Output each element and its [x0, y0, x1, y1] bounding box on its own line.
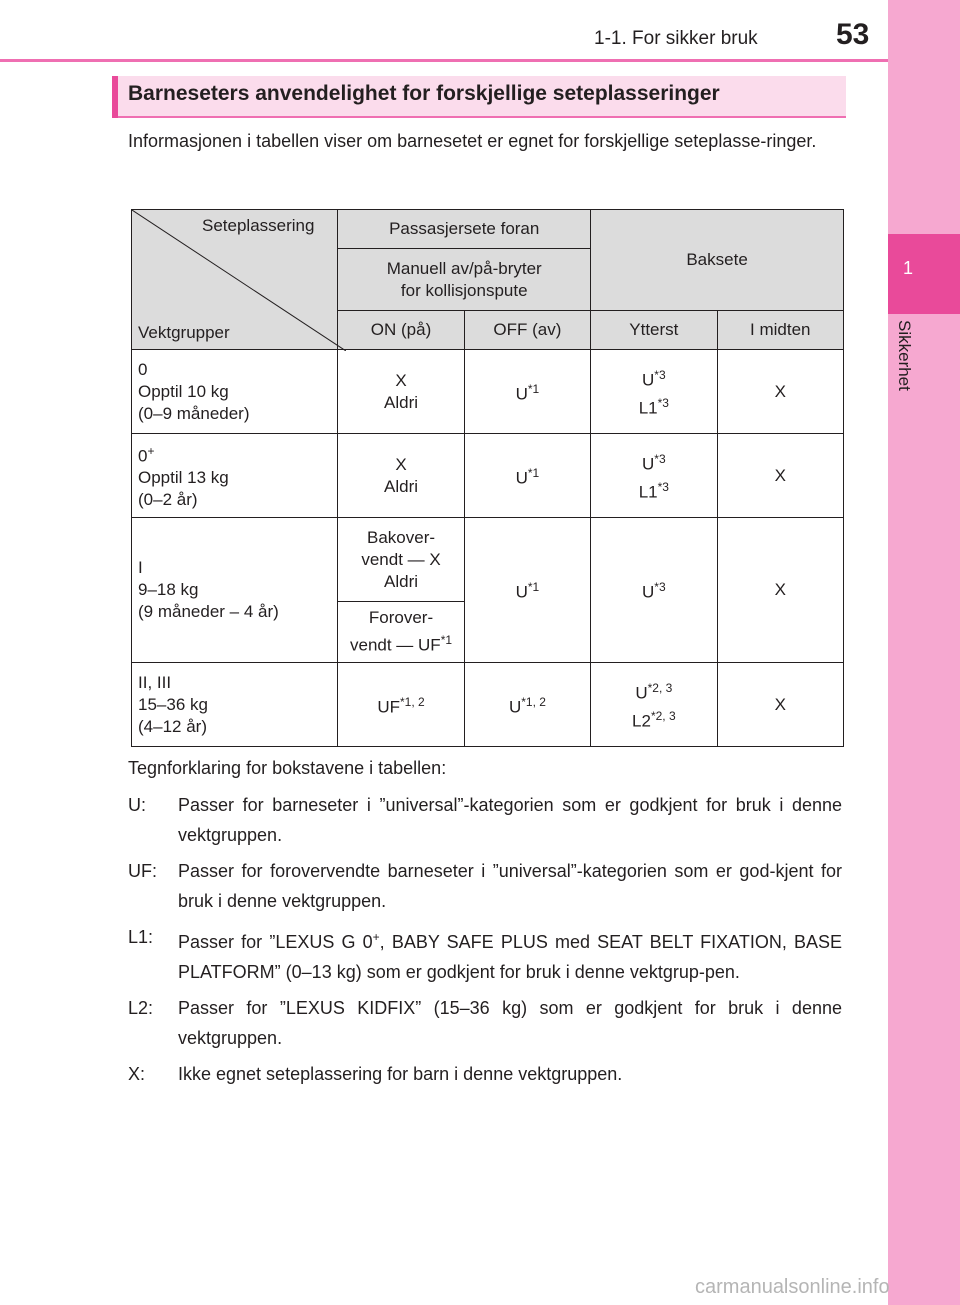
group-name: 0 — [138, 446, 148, 466]
col-middle: I midten — [717, 311, 843, 350]
weight-group-cell — [132, 434, 338, 518]
table-row — [132, 663, 844, 747]
group-weight: 9–18 kg — [138, 580, 199, 599]
cell-value: U — [642, 370, 655, 390]
list-item — [128, 922, 842, 987]
table-corner-cell — [132, 210, 338, 350]
list-item — [128, 1059, 842, 1089]
cell-text: vendt — UF — [349, 635, 441, 655]
legend-key: UF: — [128, 861, 157, 881]
col-on: ON (på) — [338, 311, 464, 350]
legend-text-part: , BABY SAFE PLUS med SEAT BELT FIXATION, BASE PLATFORM” (0–13 kg) som er godkjent for bruk i denne vektgrup-pen. — [178, 932, 842, 982]
cell-value: U — [515, 384, 528, 404]
weight-group-cell — [132, 663, 338, 747]
legend-text: Passer for barneseter i ”universal”-kategorien som er godkjent for bruk i denne vektgruppen. — [178, 795, 842, 845]
group-age: (4–12 år) — [138, 716, 207, 736]
cell-value: UF — [377, 697, 400, 717]
table-row — [132, 434, 844, 518]
corner-weight-label: Vektgrupper — [138, 323, 230, 342]
chapter-side-band — [888, 0, 960, 1305]
group-weight: Opptil 10 kg — [138, 381, 229, 401]
cell-outer — [591, 434, 717, 518]
cell-value: U — [508, 697, 522, 717]
cell-on-forward — [338, 602, 464, 663]
legend-key: L1: — [128, 927, 154, 947]
footnote-ref: *3 — [654, 367, 666, 382]
footnote-ref: *2, 3 — [650, 708, 676, 723]
cell-value: X — [395, 370, 407, 390]
cell-value: L1 — [638, 482, 658, 502]
cell-value: U — [635, 683, 648, 703]
cell-note: Aldri — [384, 476, 419, 496]
front-seat-header: Passasjersete foran — [338, 210, 591, 249]
watermark: carmanualsonline.info — [695, 1276, 890, 1298]
table-row — [132, 518, 844, 602]
cell-off — [464, 663, 590, 747]
cell-off — [464, 350, 590, 434]
footnote-ref: *2, 3 — [647, 680, 673, 695]
cell-on — [338, 350, 464, 434]
cell-value: U — [515, 468, 528, 488]
rear-seat-header: Baksete — [591, 210, 844, 311]
footnote-ref: *1 — [527, 465, 540, 480]
legend-text-sup: + — [372, 930, 380, 944]
col-outer: Ytterst — [591, 311, 717, 350]
page-number: 53 — [836, 18, 870, 51]
chapter-number: 1 — [902, 258, 913, 278]
cell-on — [338, 434, 464, 518]
cell-value: X — [395, 454, 407, 474]
group-age: (0–9 måneder) — [138, 403, 250, 423]
cell-note: Aldri — [384, 392, 419, 412]
legend-key: L2: — [128, 998, 154, 1018]
weight-group-cell — [132, 518, 338, 663]
footnote-ref: *3 — [657, 479, 669, 494]
cell-middle: X — [717, 434, 843, 518]
col-off: OFF (av) — [464, 311, 590, 350]
group-name: I — [138, 558, 143, 577]
group-age: (9 måneder – 4 år) — [138, 602, 279, 621]
weight-group-cell — [132, 350, 338, 434]
cell-value: U — [515, 582, 528, 602]
footnote-ref: *3 — [657, 395, 669, 410]
section-heading-accent — [112, 76, 118, 118]
header-rule — [0, 59, 888, 62]
legend-text-part: Passer for ”LEXUS G 0 — [178, 932, 373, 952]
group-name: 0 — [138, 359, 148, 379]
list-item — [128, 993, 842, 1053]
cell-text: Aldri — [384, 571, 419, 591]
legend-text — [178, 922, 842, 987]
footnote-ref: *3 — [654, 451, 666, 466]
section-title: 1-1. For sikker bruk — [594, 28, 758, 49]
cell-value: L1 — [638, 398, 658, 418]
cell-text: Forover- — [368, 608, 434, 628]
legend-key: U: — [128, 795, 146, 815]
cell-outer — [591, 663, 717, 747]
list-item — [128, 856, 842, 916]
footnote-ref: *1 — [527, 381, 540, 396]
cell-on-rearward — [338, 518, 464, 602]
legend-text: Passer for forovervendte barneseter i ”universal”-kategorien som er god-kjent for bruk i denne vektgruppen. — [178, 861, 842, 911]
footnote-ref: *1, 2 — [521, 694, 546, 709]
airbag-switch-header-line1: Manuell av/på-bryter — [386, 258, 542, 278]
cell-middle: X — [717, 663, 843, 747]
cell-value: U — [642, 582, 655, 602]
table-row — [132, 350, 844, 434]
cell-off — [464, 518, 590, 663]
group-name: II, III — [138, 672, 172, 692]
footnote-ref: *1 — [440, 633, 453, 648]
intro-paragraph: Informasjonen i tabellen viser om barnesetet er egnet for forskjellige seteplasse-ringer. — [128, 131, 817, 151]
cell-middle: X — [717, 518, 843, 663]
section-heading: Barneseters anvendelighet for forskjellige seteplasseringer — [128, 82, 720, 105]
footnote-ref: *3 — [654, 580, 666, 595]
cell-middle: X — [717, 350, 843, 434]
footnote-ref: *1 — [527, 580, 540, 595]
chapter-label: Sikkerhet — [895, 320, 914, 391]
corner-seat-label: Seteplassering — [202, 216, 315, 235]
group-age: (0–2 år) — [138, 490, 198, 510]
cell-outer — [591, 350, 717, 434]
seat-suitability-table — [131, 209, 844, 747]
cell-off — [464, 434, 590, 518]
cell-on — [338, 663, 464, 747]
group-weight: Opptil 13 kg — [138, 468, 229, 488]
legend-title: Tegnforklaring for bokstavene i tabellen: — [128, 758, 447, 778]
list-item — [128, 790, 842, 850]
legend-list — [128, 790, 842, 1095]
legend-key: X: — [128, 1064, 146, 1084]
legend-text: Passer for ”LEXUS KIDFIX” (15–36 kg) som er godkjent for bruk i denne vektgruppen. — [178, 998, 842, 1048]
cell-value: L2 — [632, 711, 651, 731]
cell-text: Bakover- — [367, 527, 436, 547]
airbag-switch-header-line2: for kollisjonspute — [400, 280, 528, 300]
cell-text: vendt — X — [361, 549, 441, 569]
group-name-sup: + — [147, 443, 155, 458]
group-weight: 15–36 kg — [138, 694, 208, 714]
cell-value: U — [642, 454, 655, 474]
legend-text: Ikke egnet seteplassering for barn i denne vektgruppen. — [178, 1064, 623, 1084]
cell-outer — [591, 518, 717, 663]
footnote-ref: *1, 2 — [400, 694, 425, 709]
airbag-switch-header — [338, 249, 591, 311]
